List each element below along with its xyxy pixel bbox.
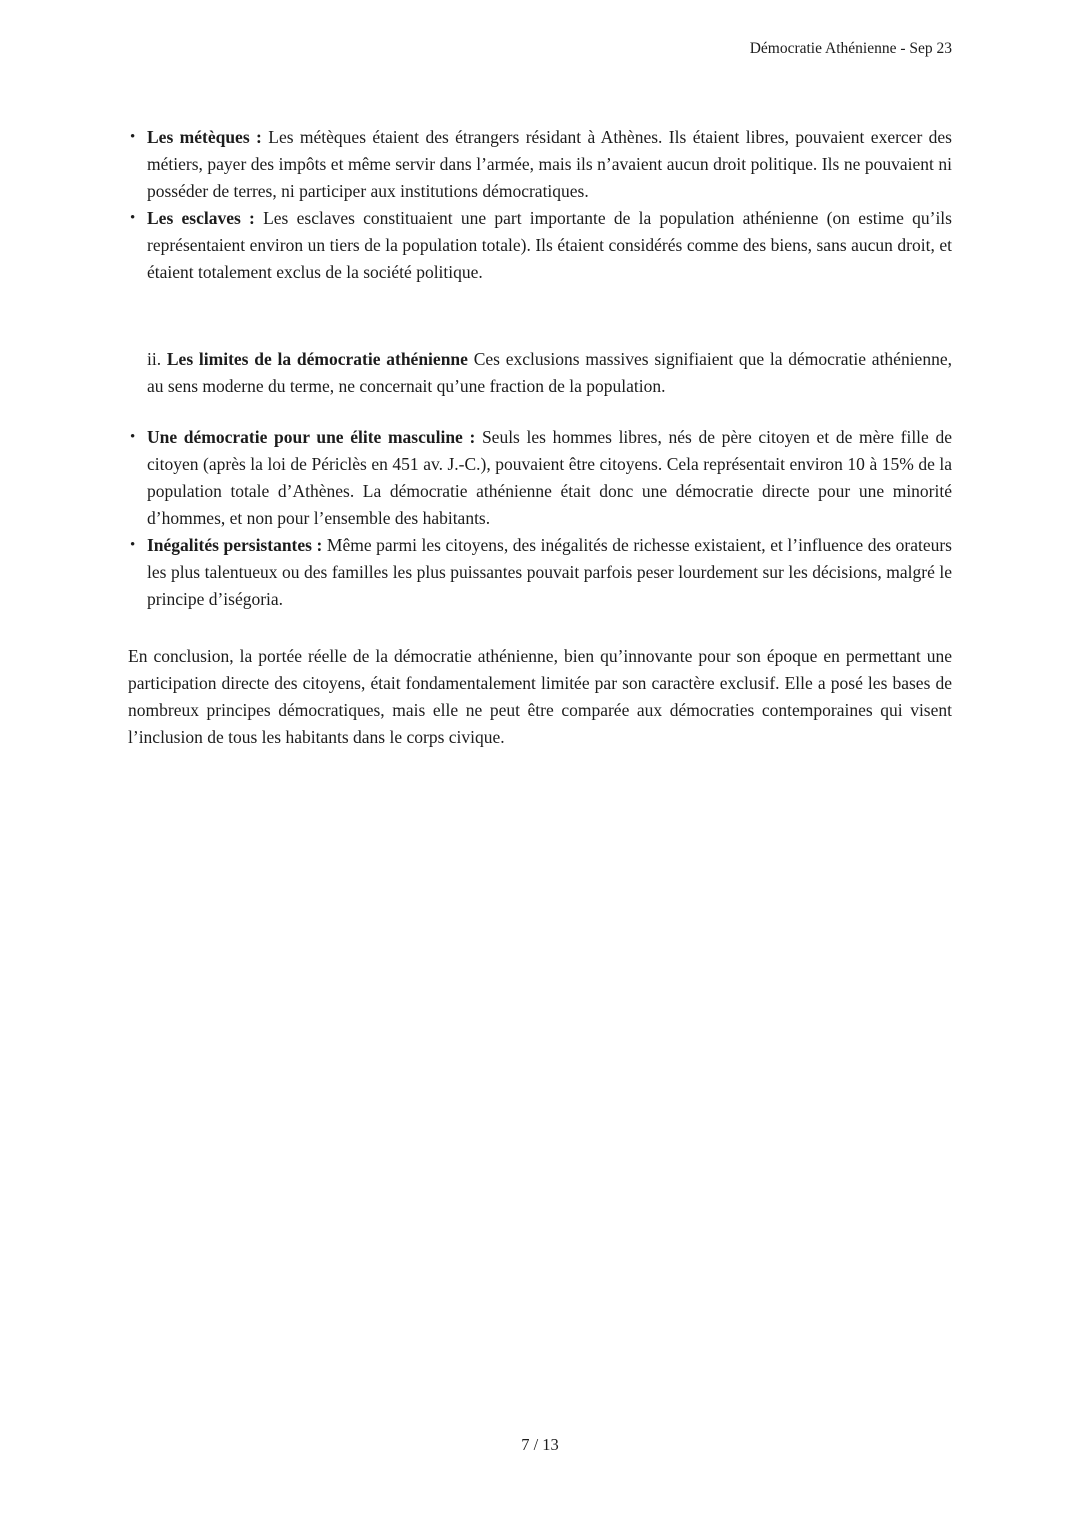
bullet-lead: Inégalités persistantes :	[147, 535, 323, 555]
page-number: 7 / 13	[521, 1435, 559, 1454]
list-item	[128, 205, 952, 286]
bullet-text: Même parmi les citoyens, des inégalités de richesse existaient, et l’influence des orateurs les plus talentueux ou des familles les plus puissantes pouvait parfois peser lourdement sur les décisions, malgré le principe d’iségoria.	[147, 535, 952, 609]
list-item	[128, 124, 952, 205]
bullet-lead: Une démocratie pour une élite masculine :	[147, 427, 476, 447]
list-item	[128, 424, 952, 532]
bullet-lead: Les esclaves :	[147, 208, 255, 228]
limites-list	[128, 424, 952, 613]
exclusions-list	[128, 124, 952, 286]
bullet-text: Les métèques étaient des étrangers résidant à Athènes. Ils étaient libres, pouvaient exercer des métiers, payer des impôts et même servir dans l’armée, mais ils n’avaient aucun droit politique. Ils ne pouvaient ni posséder de terres, ni participer aux institutions démocratiques.	[147, 127, 952, 201]
subsection-title: Les limites de la démocratie athénienne	[166, 349, 468, 369]
conclusion-paragraph: En conclusion, la portée réelle de la démocratie athénienne, bien qu’innovante pour son époque en permettant une participation directe des citoyens, était fondamentalement limitée par son caractère exclusif. Elle a posé les bases de nombreux principes démocratiques, mais elle ne peut être comparée aux démocraties contemporaines qui visent l’inclusion de tous les habitants dans le corps civique.	[128, 646, 952, 747]
subsection-number: ii.	[147, 349, 167, 369]
bullet-lead: Les métèques :	[147, 127, 262, 147]
subsection-text: Ces exclusions massives signifiaient que la démocratie athénienne, au sens moderne du terme, ne concernait qu’une fraction de la population.	[147, 349, 952, 396]
subsection-paragraph	[128, 346, 952, 400]
bullet-text: Les esclaves constituaient une part importante de la population athénienne (on estime qu’ils représentaient environ un tiers de la population totale). Ils étaient considérés comme des biens, sans aucun droit, et étaient totalement exclus de la société politique.	[147, 208, 952, 282]
bullet-text: Seuls les hommes libres, nés de père citoyen et de mère fille de citoyen (après la loi de Périclès en 451 av. J.-C.), pouvaient être citoyens. Cela représentait environ 10 à 15% de la population totale d’Athènes. La démocratie athénienne était donc une démocratie directe pour une minorité d’hommes, et non pour l’ensemble des habitants.	[147, 427, 952, 528]
page-header: Démocratie Athénienne - Sep 23	[749, 40, 952, 57]
list-item	[128, 532, 952, 613]
